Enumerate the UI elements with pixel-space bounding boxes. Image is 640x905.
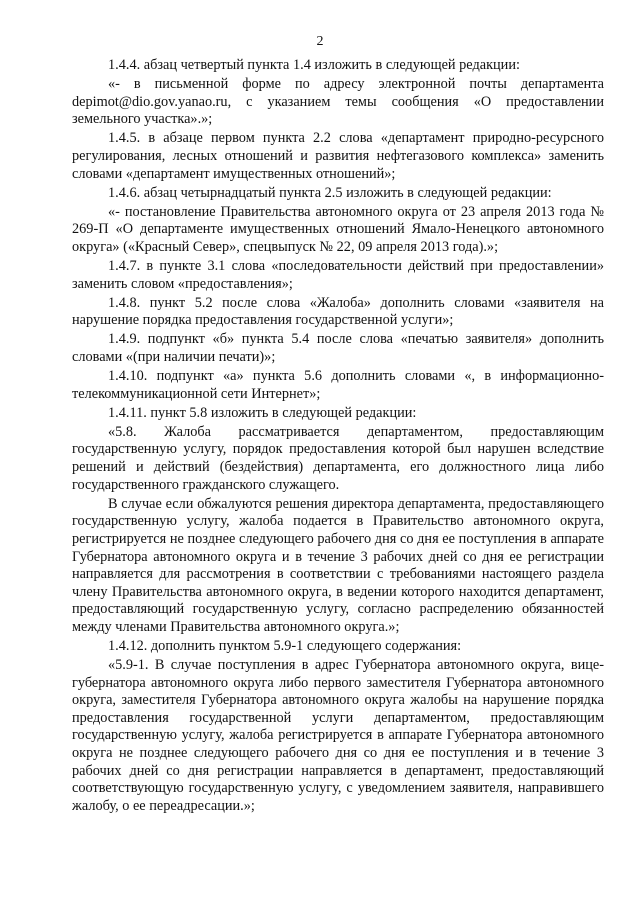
paragraph-5-8-continued: В случае если обжалуются решения директора департамента, предоставляющего государственную услугу, жалоба подается в Правительство автономного округа, регистрируется не позднее следующего рабочего дня со дня ее поступления в аппарате Губернатора автономного округа и в течение 3 рабочих дней со дня ее регистрации направляется для рассмотрения в соответствии с требованиями настоящего раздела члену Правительства автономного округа, в ведении которого находится департамент, предоставляющий государственную услугу, согласно распределению обязанностей между членами Правительства автономного округа.»; [72,495,604,635]
page-number: 2 [316,34,324,49]
paragraph-1-4-7: 1.4.7. в пункте 3.1 слова «последовательности действий при предоставлении» заменить словом «предоставления»; [72,258,604,292]
paragraph-5-9-1: «5.9-1. В случае поступления в адрес Губернатора автономного округа, вице-губернатора автономного округа либо первого заместителя Губернатора автономного округа, заместителя Губернатора автономного округа жалобы на нарушение порядка предоставления государственной услуги департаментом, предоставляющим государственную услугу, жалоба регистрируется в аппарате Губернатора автономного округа не позднее следующего рабочего дня со дня ее поступления и в течение 3 рабочих дней со дня регистрации направляется в департамент, предоставляющий соответствующую государственную услугу, с уведомлением заявителя, направившего жалобу, о ее переадресации.»; [72,657,604,814]
paragraph-1-4-6: 1.4.6. абзац четырнадцатый пункта 2.5 изложить в следующей редакции: [108,184,552,201]
document-body [72,57,604,817]
paragraph-1-4-12: 1.4.12. дополнить пунктом 5.9-1 следующего содержания: [108,638,462,654]
paragraph-1-4-4: 1.4.4. абзац четвертый пункта 1.4 изложить в следующей редакции: [108,57,520,73]
paragraph-1-4-5: 1.4.5. в абзаце первом пункта 2.2 слова «департамент природно-ресурсного регулирования, лесных отношений и развития нефтегазового комплекса» заменить словами «департамент имущественных отношений»; [72,130,604,182]
paragraph-1-4-11: 1.4.11. пункт 5.8 изложить в следующей редакции: [108,404,417,421]
paragraph-1-4-10: 1.4.10. подпункт «а» пункта 5.6 дополнить словами «, в информационно-телекоммуникационной сети Интернет»; [72,368,604,402]
paragraph-1-4-6-text: «- постановление Правительства автономного округа от 23 апреля 2013 года № 269-П «О департаменте имущественных отношений Ямало-Ненецкого автономного округа» («Красный Север», спецвыпуск № 22, 09 апреля 2013 года).»; [72,203,604,255]
paragraph-1-4-8: 1.4.8. пункт 5.2 после слова «Жалоба» дополнить словами «заявителя на нарушение порядка предоставления государственной услуги»; [72,294,604,329]
paragraph-5-8: «5.8. Жалоба рассматривается департаментом, предоставляющим государственную услугу, порядок предоставления которой был нарушен вследствие решений и действий (бездействия) департамента, его должностного лица либо государственного гражданского служащего. [72,423,604,493]
paragraph-1-4-4-text: «- в письменной форме по адресу электронной почты департамента depimot@dio.gov.yanao.ru, с указанием темы сообщения «О предоставлении земельного участка».»; [72,76,604,128]
paragraph-1-4-9: 1.4.9. подпункт «б» пункта 5.4 после слова «печатью заявителя» дополнить словами «(при наличии печати)»; [72,331,604,365]
